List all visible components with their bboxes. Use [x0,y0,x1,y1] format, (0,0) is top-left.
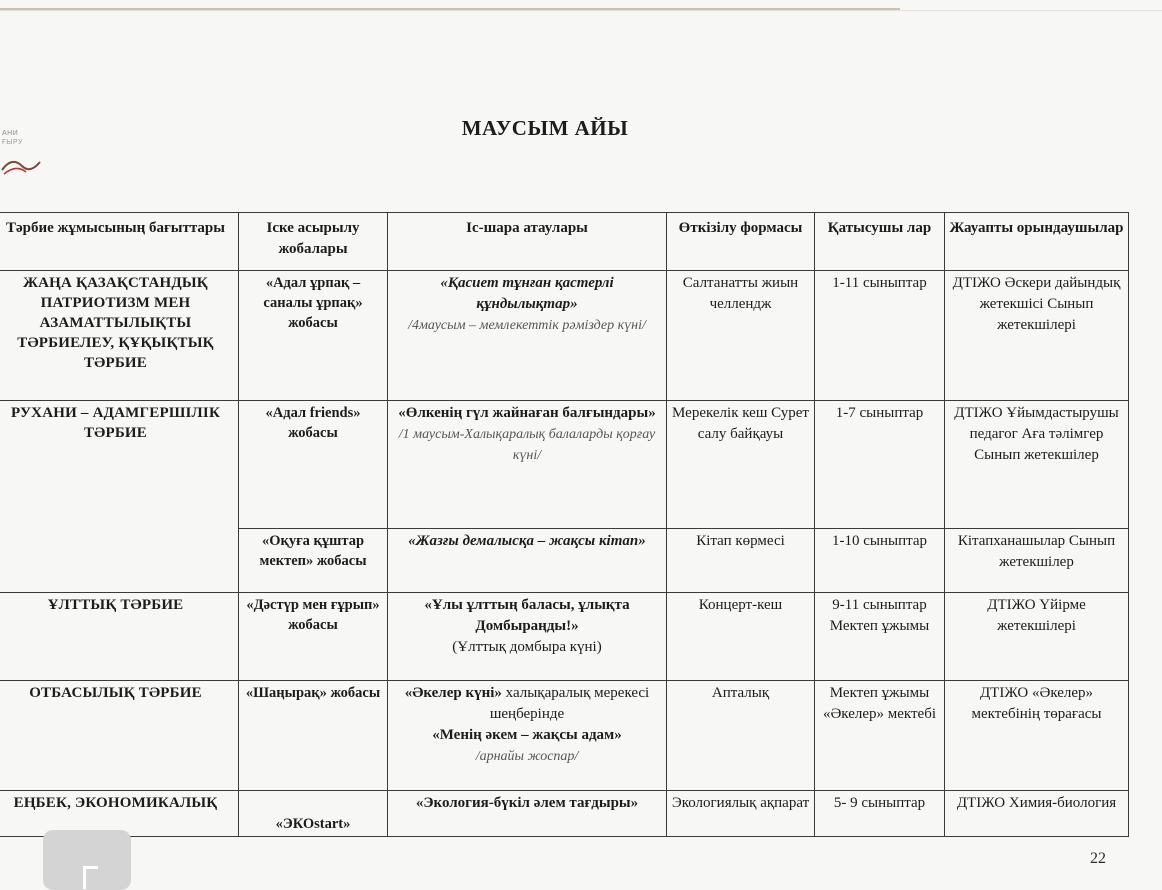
event-bold-1: «Әкелер күні» [404,685,502,701]
overlay-button[interactable] [43,830,131,890]
project-cell [239,401,388,529]
project-text: «Адал ұрпақ – саналы ұрпақ» жобасы [263,275,363,331]
table-row [0,401,1129,529]
header-events: Іс-шара атаулары [388,213,667,271]
logo-text-1: АНИ [2,130,19,137]
form-cell: Апталық [667,681,815,791]
direction-cell: ЖАҢА ҚАЗАҚСТАНДЫҚ ПАТРИОТИЗМ МЕН АЗАМАТТЫЛЫҚТЫ ТӘРБИЕЛЕУ, ҚҰҚЫҚТЫҚ ТӘРБИЕ [0,271,239,401]
event-title: «Өлкенің гүл жайнаған балғындары» [398,405,656,421]
table-row [0,271,1129,401]
page-number: 22 [1090,850,1106,867]
event-note: /4маусым – мемлекеттік рәміздер күні/ [408,318,646,333]
event-note: /арнайы жоспар/ [475,749,579,764]
participants-cell: 5- 9 сыныптар [815,791,945,837]
event-title: «Экология-бүкіл әлем тағдыры» [415,795,639,811]
participants-cell: 1-7 сыныптар [815,401,945,529]
form-cell: Экологиялық ақпарат [667,791,815,837]
direction-cell: ЕҢБЕК, ЭКОНОМИКАЛЫҚ [0,791,239,837]
event-cell [388,271,667,401]
event-title: «Қасиет тұнған қастерлі құндылықтар» [440,275,614,312]
event-note: /1 маусым-Халықаралық балаларды қорғау күні/ [398,427,656,463]
event-cell [388,593,667,681]
logo-text-2: ҒЫРУ [2,139,23,146]
header-form: Өткізілу формасы [667,213,815,271]
event-text-1: халықаралық мерекесі шеңберінде [489,685,650,722]
project-cell [239,271,388,401]
page-title: МАУСЫМ АЙЫ [461,116,629,140]
event-note: (Ұлттық домбыра күні) [452,639,602,655]
event-cell [388,681,667,791]
direction-cell: РУХАНИ – АДАМГЕРШІЛІК ТӘРБИЕ [0,401,239,593]
project-text: «Шаңырақ» жобасы [245,685,381,701]
responsible-cell: ДТІЖО Ұйымдастырушы педагог Аға тәлімгер Сынып жетекшілер [945,401,1129,529]
participants-cell: 1-11 сыныптар [815,271,945,401]
overlay-glyph-icon [83,866,98,889]
table-row [0,593,1129,681]
responsible-cell: ДТІЖО Химия-биология [945,791,1129,837]
form-cell: Кітап көрмесі [667,529,815,593]
responsible-cell: ДТІЖО Әскери дайындық жетекшісі Сынып жетекшілері [945,271,1129,401]
responsible-cell: ДТІЖО «Әкелер» мектебінің төрағасы [945,681,1129,791]
direction-cell: ОТБАСЫЛЫҚ ТӘРБИЕ [0,681,239,791]
event-bold-2: «Менің әкем – жақсы адам» [432,727,622,743]
project-cell [239,791,388,837]
responsible-cell: ДТІЖО Үйірме жетекшілері [945,593,1129,681]
table-header-row [0,213,1129,271]
event-cell [388,791,667,837]
project-text: «Оқуға құштар мектеп» жобасы [259,533,367,569]
responsible-cell: Кітапханашылар Сынып жетекшілер [945,529,1129,593]
participants-cell: 1-10 сыныптар [815,529,945,593]
logo-swoosh-icon [0,150,44,180]
event-cell [388,529,667,593]
direction-cell: ҰЛТТЫҚ ТӘРБИЕ [0,593,239,681]
project-cell [239,681,388,791]
project-text: «Адал friends» жобасы [265,405,361,441]
top-rule [0,10,1162,11]
participants-cell: 9-11 сыныптар Мектеп ұжымы [815,593,945,681]
participants-cell: Мектеп ұжымы «Әкелер» мектебі [815,681,945,791]
event-title: «Жазғы демалысқа – жақсы кітап» [408,533,646,549]
project-text: «ЭКОstart» [275,816,351,832]
event-cell [388,401,667,529]
header-responsible: Жауапты орындаушылар [945,213,1129,271]
table-row [0,791,1129,837]
plan-table [0,212,1129,837]
header-directions: Тәрбие жұмысының бағыттары [0,213,239,271]
header-projects: Іске асырылу жобалары [239,213,388,271]
header-participants: Қатысушы лар [815,213,945,271]
form-cell: Мерекелік кеш Сурет салу байқауы [667,401,815,529]
project-text: «Дәстүр мен ғұрып» жобасы [246,597,380,633]
form-cell: Концерт-кеш [667,593,815,681]
project-cell [239,593,388,681]
event-title: «Ұлы ұлттың баласы, ұлықта Домбыраңды!» [424,597,630,634]
project-cell [239,529,388,593]
form-cell: Салтанатты жиын челлендж [667,271,815,401]
table-row [0,681,1129,791]
